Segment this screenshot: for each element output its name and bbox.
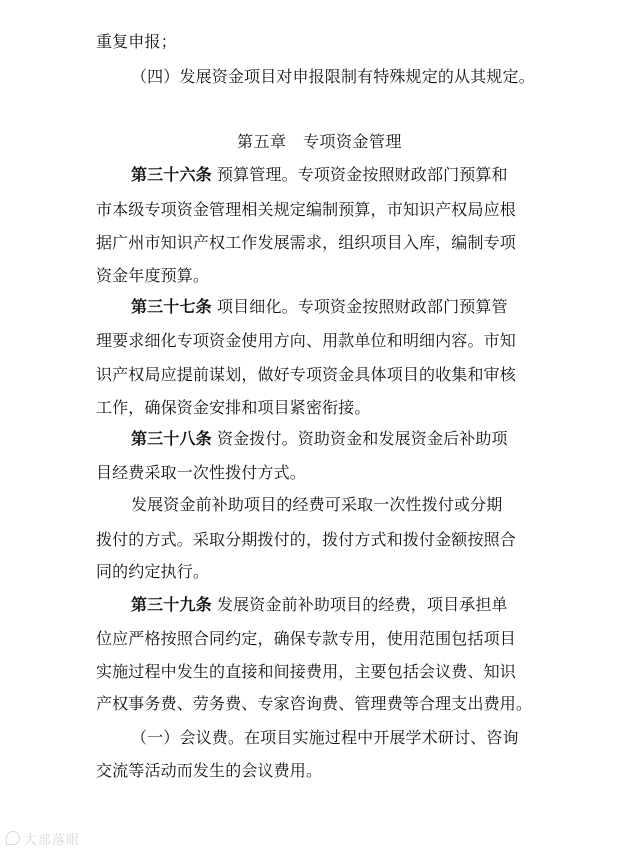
article-36-title: 第三十六条 (131, 165, 212, 184)
text-line: （一）会议费。在项目实施过程中开展学术研讨、咨询 (131, 728, 519, 747)
watermark (6, 828, 80, 848)
text-line: 重复申报； (96, 32, 177, 51)
chapter-heading: 第五章 专项资金管理 (236, 132, 402, 151)
text-line: 实施过程中发生的直接和间接费用，主要包括会议费、知识 (96, 662, 516, 681)
text-line: 交流等活动而发生的会议费用。 (96, 761, 323, 780)
article-39-first-line (131, 594, 508, 616)
text-line: 理要求细化专项资金使用方向、用款单位和明细内容。市知 (96, 331, 516, 350)
article-39-text: 发展资金前补助项目的经费，项目承担单 (211, 595, 508, 614)
text-line: 产权事务费、劳务费、专家咨询费、管理费等合理支出费用。 (96, 694, 533, 713)
text-line: （四）发展资金项目对申报限制有特殊规定的从其规定。 (131, 67, 535, 86)
text-line: 市本级专项资金管理相关规定编制预算，市知识产权局应根 (96, 200, 516, 219)
text-line: 位应严格按照合同约定，确保专款专用，使用范围包括项目 (96, 629, 516, 648)
text-line: 识产权局应提前谋划，做好专项资金具体项目的收集和审核 (96, 365, 516, 384)
watermark-text: 大部落眼 (24, 832, 81, 848)
article-36-first-line (131, 164, 508, 186)
text-line: 发展资金前补助项目的经费可采取一次性拨付或分期 (131, 495, 503, 514)
article-36-text: 预算管理。专项资金按照财政部门预算和 (211, 165, 508, 184)
text-line: 目经费采取一次性拨付方式。 (96, 463, 306, 482)
text-line: 据广州市知识产权工作发展需求，组织项目入库，编制专项 (96, 233, 516, 252)
article-37-first-line (131, 296, 508, 318)
article-38-first-line (131, 428, 508, 450)
text-line: 同的约定执行。 (96, 562, 210, 581)
article-38-title: 第三十八条 (131, 429, 212, 448)
article-37-text: 项目细化。专项资金按照财政部门预算管 (211, 297, 508, 316)
article-37-title: 第三十七条 (131, 297, 212, 316)
brand-logo-icon (6, 831, 20, 845)
article-39-title: 第三十九条 (131, 595, 212, 614)
article-38-text: 资金拨付。资助资金和发展资金后补助项 (211, 429, 508, 448)
text-line: 资金年度预算。 (96, 266, 210, 285)
text-line: 拨付的方式。采取分期拨付的，拨付方式和拨付金额按照合 (96, 530, 516, 549)
text-line: 工作，确保资金安排和项目紧密衔接。 (96, 398, 371, 417)
